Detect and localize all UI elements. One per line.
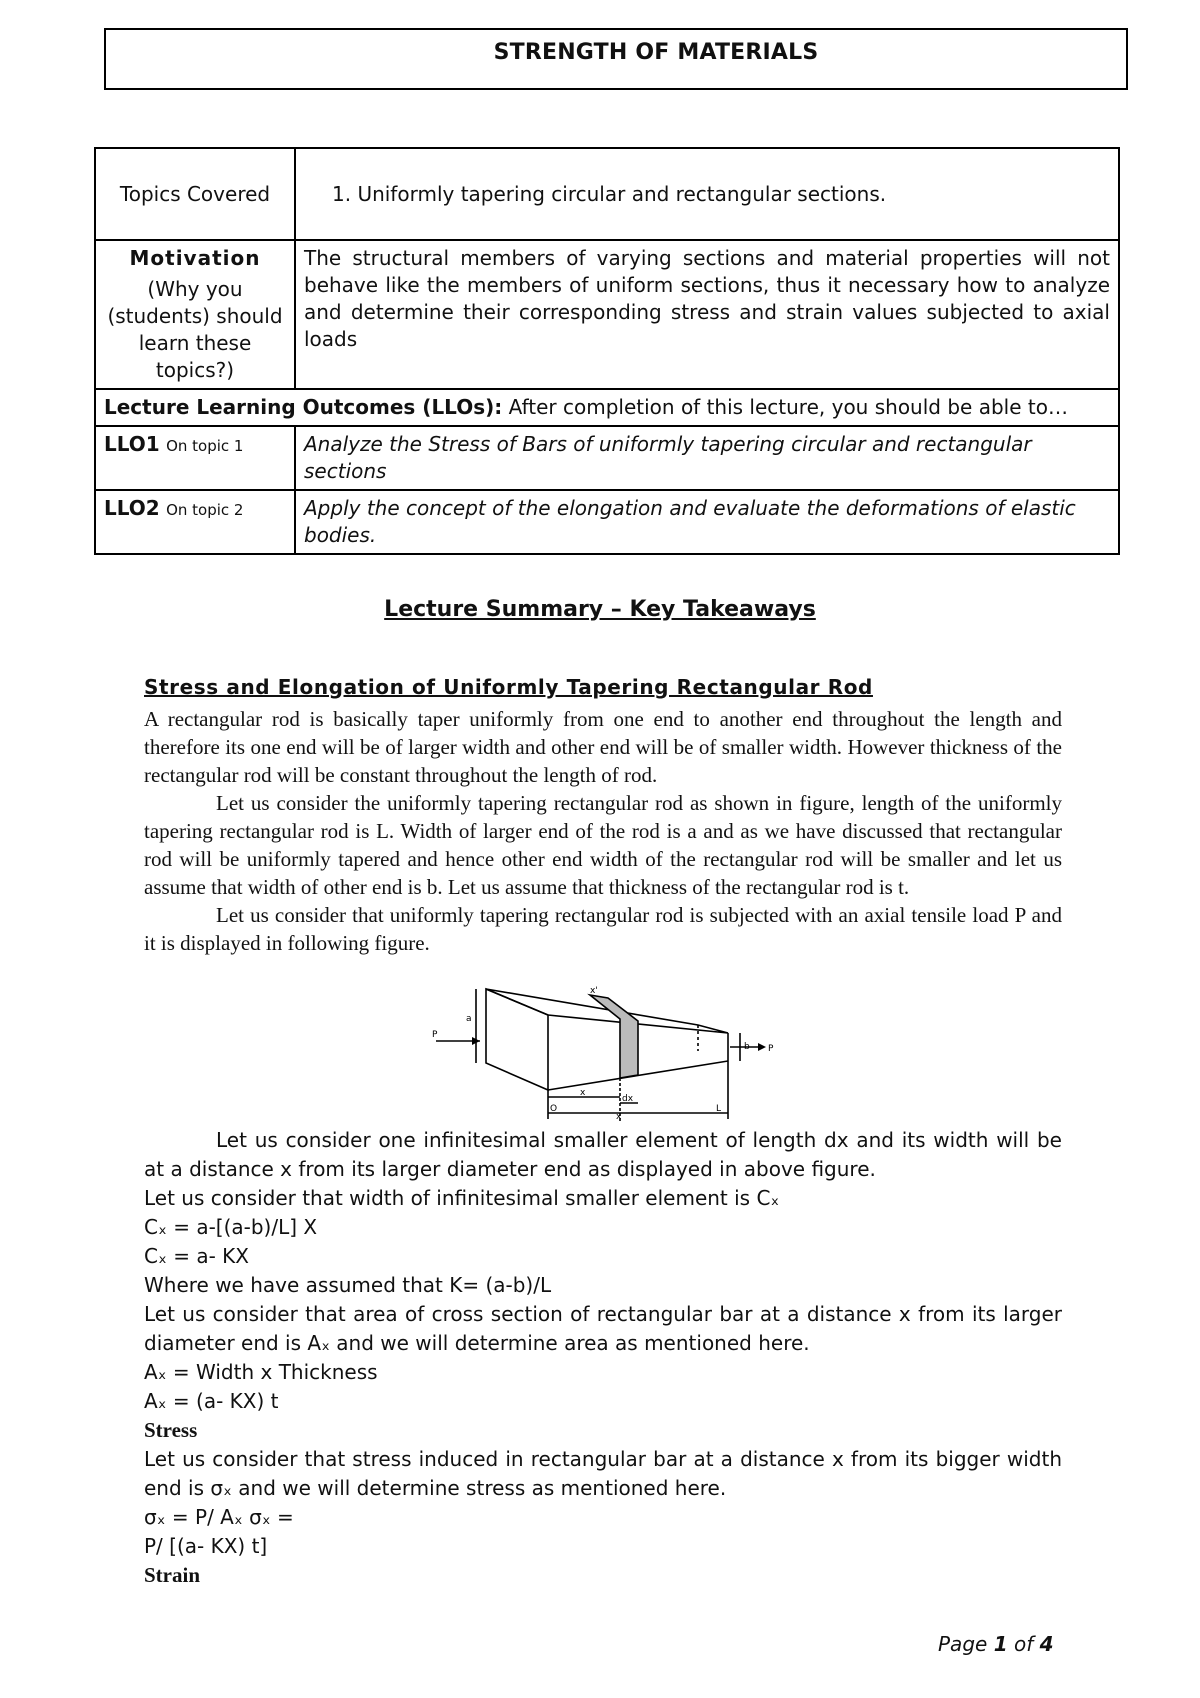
label-l: L: [716, 1104, 722, 1114]
llo-heading: Lecture Learning Outcomes (LLOs):: [104, 395, 503, 419]
of-word: of: [1013, 1632, 1034, 1656]
stress-heading: Stress: [144, 1418, 198, 1442]
strain-heading: Strain: [144, 1563, 201, 1587]
table-row: [95, 240, 1119, 389]
motivation-text: The structural members of varying sections and material properties will not behave like the members of uniform sections, thus it necessary how to analyze and determine their corresponding stress and strain values subjected to axial loads: [295, 240, 1119, 389]
label-dx: dx: [622, 1094, 634, 1104]
motivation-subtitle: (Why you (students) should learn these topics?): [107, 277, 283, 382]
equation: P/ [(a- KX) t]: [144, 1534, 268, 1558]
page-word: Page: [938, 1632, 988, 1656]
tapering-rod-figure: [430, 985, 784, 1121]
text-line: Let us consider that width of infinitesimal smaller element is Cₓ: [144, 1186, 780, 1210]
label-x: x: [580, 1088, 586, 1098]
equation: Cₓ = a-[(a-b)/L] X: [144, 1215, 318, 1239]
topics-value: 1. Uniformly tapering circular and rectangular sections.: [295, 148, 1119, 240]
label-x-bottom: x: [616, 1112, 622, 1121]
table-row: [95, 148, 1119, 240]
motivation-cell: [95, 240, 295, 389]
title-box: [104, 28, 1128, 90]
topics-label: Topics Covered: [95, 148, 295, 240]
paragraph: Let us consider the uniformly tapering rectangular rod as shown in figure, length of the uniformly tapering rectangular rod is L. Width of larger end of the rod is a and as we have discussed that rectangular rod will be uniformly tapered and hence other end width of the rectangular rod will be smaller and let us assume that width of other end is b. Let us assume that thickness of the rectangular rod is t.: [144, 791, 1062, 899]
label-p-left: P: [432, 1030, 438, 1040]
page-current: 1: [993, 1632, 1008, 1656]
label-o: O: [550, 1104, 558, 1114]
table-row: [95, 426, 1119, 490]
rod-top-face: [486, 989, 728, 1033]
paragraph: Let us consider that uniformly tapering rectangular rod is subjected with an axial tensile load P and it is displayed in following figure.: [144, 903, 1062, 955]
page-title: STRENGTH OF MATERIALS: [493, 40, 819, 65]
text-line: Where we have assumed that K= (a-b)/L: [144, 1273, 552, 1297]
paragraph: Let us consider that area of cross section of rectangular bar at a distance x from its larger diameter end is Aₓ and we will determine area as mentioned here.: [144, 1302, 1062, 1355]
llo2-label: [95, 490, 295, 554]
llo-heading-cell: [95, 389, 1119, 426]
equation: Aₓ = (a- KX) t: [144, 1389, 279, 1413]
label-x-prime: x': [590, 986, 598, 996]
equation: σₓ = P/ Aₓ σₓ =: [144, 1505, 294, 1529]
paragraph: Let us consider one infinitesimal smaller element of length dx and its width will be at a distance x from its larger diameter end as displayed in above figure.: [144, 1128, 1062, 1181]
derivation-text: [144, 1126, 1062, 1590]
llo2-text: Apply the concept of the elongation and evaluate the deformations of elastic bodies.: [295, 490, 1119, 554]
label-a: a: [466, 1014, 472, 1024]
llo2-topic: On topic 2: [166, 501, 244, 519]
equation: Cₓ = a- KX: [144, 1244, 249, 1268]
label-b: b: [744, 1042, 750, 1052]
llo1-topic: On topic 1: [166, 437, 244, 455]
table-row: [95, 389, 1119, 426]
llo2-code: LLO2: [104, 496, 160, 520]
llo-heading-rest: After completion of this lecture, you should be able to…: [508, 395, 1068, 419]
equation: Aₓ = Width x Thickness: [144, 1360, 378, 1384]
arrow-head: [758, 1043, 766, 1051]
topics-table: [94, 147, 1120, 555]
paragraph: A rectangular rod is basically taper uniformly from one end to another end throughout the length and therefore its one end will be of larger width and other end will be of smaller width. However thickness of the rectangular rod will be constant throughout the length of rod.: [144, 707, 1062, 787]
page-total: 4: [1039, 1632, 1054, 1656]
paragraph: Let us consider that stress induced in rectangular bar at a distance x from its bigger width end is σₓ and we will determine stress as mentioned here.: [144, 1447, 1062, 1500]
summary-title: Lecture Summary – Key Takeaways: [384, 597, 816, 622]
intro-text: [144, 705, 1062, 957]
llo1-code: LLO1: [104, 432, 160, 456]
llo1-text: Analyze the Stress of Bars of uniformly tapering circular and rectangular sections: [295, 426, 1119, 490]
section-heading: Stress and Elongation of Uniformly Tapering Rectangular Rod: [144, 675, 873, 699]
llo1-label: [95, 426, 295, 490]
motivation-title: Motivation: [129, 246, 261, 270]
table-row: [95, 490, 1119, 554]
label-p-right: P: [768, 1044, 774, 1054]
rod-large-end-face: [486, 989, 548, 1090]
page-number: [938, 1632, 1054, 1656]
